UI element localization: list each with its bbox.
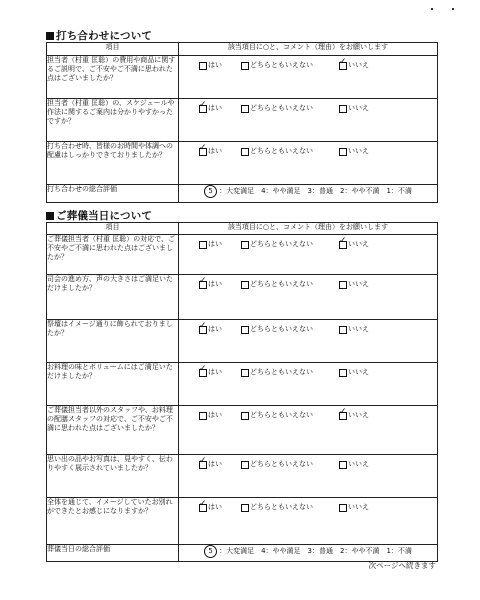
- answer-options: [179, 240, 437, 250]
- answer-option[interactable]: [199, 460, 222, 469]
- checkbox-icon[interactable]: [339, 105, 347, 113]
- question-text: 打ち合わせ時、皆様のお時間や体調への配慮はしっかりできておりましたか？: [47, 142, 179, 185]
- checked-box-icon[interactable]: [199, 326, 207, 334]
- answer-option[interactable]: [199, 240, 222, 249]
- checkbox-icon[interactable]: [241, 281, 249, 289]
- answer-option-label: いいえ: [348, 503, 369, 511]
- section2-title: ご葬儀当日について: [46, 208, 152, 223]
- checkbox-icon[interactable]: [199, 62, 207, 70]
- answer-cell: [179, 320, 438, 363]
- summary-scale: 5 ：大変満足 4：やや満足 3：普通 2：やや不満 1：不満: [179, 545, 438, 562]
- answer-options: [179, 325, 437, 335]
- question-text: 思い出の品やお写真は、見やすく、伝わりやすく展示されていましたか？: [47, 455, 179, 498]
- checkbox-icon[interactable]: [241, 369, 249, 377]
- answer-cell: [179, 455, 438, 498]
- answer-option-label: いいえ: [348, 411, 369, 419]
- checked-box-icon[interactable]: [199, 504, 207, 512]
- question-text: ご葬儀担当者以外のスタッフや、お料理の配膳スタッフの対応で、ご不安やご不満に思われた点はございましたか？: [47, 406, 179, 455]
- answer-options: [179, 61, 437, 71]
- answer-options: [179, 411, 437, 421]
- answer-options: [179, 147, 437, 157]
- checked-box-icon[interactable]: [199, 461, 207, 469]
- question-text: 司会の進め方、声の大きさはご満足いただけましたか？: [47, 275, 179, 320]
- answer-option-label: いいえ: [348, 280, 369, 288]
- answer-option-label: はい: [208, 61, 222, 69]
- answer-option-label: どちらともいえない: [250, 368, 313, 376]
- answer-option-label: どちらともいえない: [250, 147, 313, 155]
- circled-rating: 5: [204, 545, 217, 558]
- answer-option[interactable]: [241, 460, 313, 469]
- answer-cell: [179, 363, 438, 406]
- answer-option-label: はい: [208, 147, 222, 155]
- checkbox-icon[interactable]: [241, 412, 249, 420]
- summary-scale: 5 ：大変満足 4：やや満足 3：普通 2：やや不満 1：不満: [179, 185, 438, 203]
- answer-option[interactable]: [339, 240, 369, 249]
- col-item-header: 項目: [47, 223, 179, 235]
- answer-cell: [179, 275, 438, 320]
- answer-option-label: どちらともいえない: [250, 503, 313, 511]
- question-text: お料理の味とボリュームにはご満足いただけましたか？: [47, 363, 179, 406]
- question-text: ご葬儀担当者（村重 匡聡）の対応で、ご不安やご不満に思われた点はございましたか？: [47, 235, 179, 275]
- section1-title: 打ち合わせについて: [46, 28, 152, 43]
- checked-box-icon[interactable]: [339, 62, 347, 70]
- answer-option-label: いいえ: [348, 325, 369, 333]
- checkbox-icon[interactable]: [339, 369, 347, 377]
- answer-options: [179, 503, 437, 513]
- answer-option-label: どちらともいえない: [250, 460, 313, 468]
- checkbox-icon[interactable]: [339, 326, 347, 334]
- scan-speck: [431, 8, 433, 10]
- answer-option-label: どちらともいえない: [250, 325, 313, 333]
- answer-option[interactable]: [199, 503, 222, 512]
- section2-table: [46, 222, 438, 562]
- question-row: [47, 320, 438, 363]
- question-row: [47, 406, 438, 455]
- answer-option[interactable]: [199, 280, 222, 289]
- checkbox-icon[interactable]: [241, 105, 249, 113]
- checked-box-icon[interactable]: [199, 105, 207, 113]
- checkbox-icon[interactable]: [339, 281, 347, 289]
- answer-option-label: はい: [208, 325, 222, 333]
- col-answer-header: 該当項目に○と、コメント（理由）をお願いします: [179, 223, 438, 235]
- circled-rating: 5: [204, 185, 217, 198]
- answer-option[interactable]: [241, 411, 313, 420]
- square-bullet-icon: [46, 32, 54, 40]
- answer-cell: [179, 406, 438, 455]
- answer-option[interactable]: [241, 368, 313, 377]
- question-row: [47, 235, 438, 275]
- answer-option-label: はい: [208, 280, 222, 288]
- answer-cell: [179, 99, 438, 142]
- answer-option-label: はい: [208, 411, 222, 419]
- summary-row: [47, 185, 438, 203]
- question-row: [47, 56, 438, 99]
- answer-option[interactable]: [199, 325, 222, 334]
- answer-option[interactable]: [241, 240, 313, 249]
- question-row: [47, 275, 438, 320]
- answer-option-label: どちらともいえない: [250, 411, 313, 419]
- checkbox-icon[interactable]: [241, 62, 249, 70]
- answer-option[interactable]: [241, 61, 313, 70]
- answer-option[interactable]: [339, 147, 369, 156]
- answer-option[interactable]: [199, 368, 222, 377]
- checked-box-icon[interactable]: [199, 281, 207, 289]
- checkbox-icon[interactable]: [199, 412, 207, 420]
- question-text: 担当者（村重 匡聡）の、スケジュールや作法に関するご案内は分かりやすかったですか？: [47, 99, 179, 142]
- checked-box-icon[interactable]: [199, 369, 207, 377]
- answer-option[interactable]: [199, 104, 222, 113]
- checkbox-icon[interactable]: [241, 461, 249, 469]
- question-row: [47, 363, 438, 406]
- answer-option-label: はい: [208, 503, 222, 511]
- answer-option[interactable]: [241, 503, 313, 512]
- answer-option[interactable]: [241, 325, 313, 334]
- answer-cell: [179, 235, 438, 275]
- answer-option[interactable]: [241, 104, 313, 113]
- answer-option-label: いいえ: [348, 104, 369, 112]
- answer-option-label: いいえ: [348, 368, 369, 376]
- question-row: [47, 455, 438, 498]
- answer-options: [179, 368, 437, 378]
- answer-option[interactable]: [339, 325, 369, 334]
- question-text: 担当者（村重 匡聡）の費用や商品に関するご説明で、ご不安やご不満に思われた点はございましたか？: [47, 56, 179, 99]
- answer-option[interactable]: [199, 411, 222, 420]
- checkbox-icon[interactable]: [339, 148, 347, 156]
- answer-option-label: はい: [208, 104, 222, 112]
- answer-option-label: はい: [208, 240, 222, 248]
- section2-header-row: [47, 223, 438, 235]
- answer-option[interactable]: [339, 411, 369, 420]
- answer-options: [179, 280, 437, 290]
- answer-option-label: いいえ: [348, 240, 369, 248]
- section1-header-row: [47, 43, 438, 56]
- answer-option-label: いいえ: [348, 460, 369, 468]
- answer-cell: [179, 142, 438, 185]
- checkbox-icon[interactable]: [241, 504, 249, 512]
- checked-box-icon[interactable]: [199, 148, 207, 156]
- answer-option[interactable]: [241, 280, 313, 289]
- answer-option-label: はい: [208, 460, 222, 468]
- answer-option[interactable]: [199, 61, 222, 70]
- answer-option[interactable]: [339, 503, 369, 512]
- answer-option-label: どちらともいえない: [250, 61, 313, 69]
- answer-cell: [179, 56, 438, 99]
- answer-option[interactable]: [339, 280, 369, 289]
- answer-option-label: はい: [208, 368, 222, 376]
- answer-option-label: どちらともいえない: [250, 280, 313, 288]
- col-item-header: 項目: [47, 43, 179, 56]
- checked-box-icon[interactable]: [339, 412, 347, 420]
- continued-note: 次ページへ続きます: [368, 561, 436, 570]
- checkbox-icon[interactable]: [199, 241, 207, 249]
- checkbox-icon[interactable]: [339, 504, 347, 512]
- answer-option[interactable]: [339, 460, 369, 469]
- answer-option-label: いいえ: [348, 61, 369, 69]
- answer-option[interactable]: [339, 368, 369, 377]
- question-text: 全体を通じて、イメージしていたお別れができたとお感じになりますか？: [47, 498, 179, 545]
- answer-option-label: いいえ: [348, 147, 369, 155]
- checkbox-icon[interactable]: [339, 461, 347, 469]
- question-row: [47, 498, 438, 545]
- summary-label: 葬儀当日の総合評価: [47, 545, 179, 562]
- question-row: [47, 142, 438, 185]
- answer-cell: [179, 498, 438, 545]
- summary-row: [47, 545, 438, 562]
- checkbox-icon[interactable]: [241, 148, 249, 156]
- checkbox-icon[interactable]: [241, 326, 249, 334]
- answer-options: [179, 460, 437, 470]
- question-text: 祭壇はイメージ通りに飾られておりましたか？: [47, 320, 179, 363]
- question-row: [47, 99, 438, 142]
- scan-speck: [452, 8, 454, 10]
- answer-option[interactable]: [199, 147, 222, 156]
- section1-table: [46, 42, 438, 203]
- summary-label: 打ち合わせの総合評価: [47, 185, 179, 203]
- answer-option-label: どちらともいえない: [250, 104, 313, 112]
- answer-option-label: どちらともいえない: [250, 240, 313, 248]
- answer-option[interactable]: [241, 147, 313, 156]
- answer-options: [179, 104, 437, 114]
- answer-option[interactable]: [339, 104, 369, 113]
- checkbox-icon[interactable]: [241, 241, 249, 249]
- answer-option[interactable]: [339, 61, 369, 70]
- checked-box-icon[interactable]: [339, 241, 347, 249]
- col-answer-header: 該当項目に○と、コメント（理由）をお願いします: [179, 43, 438, 56]
- square-bullet-icon: [46, 212, 54, 220]
